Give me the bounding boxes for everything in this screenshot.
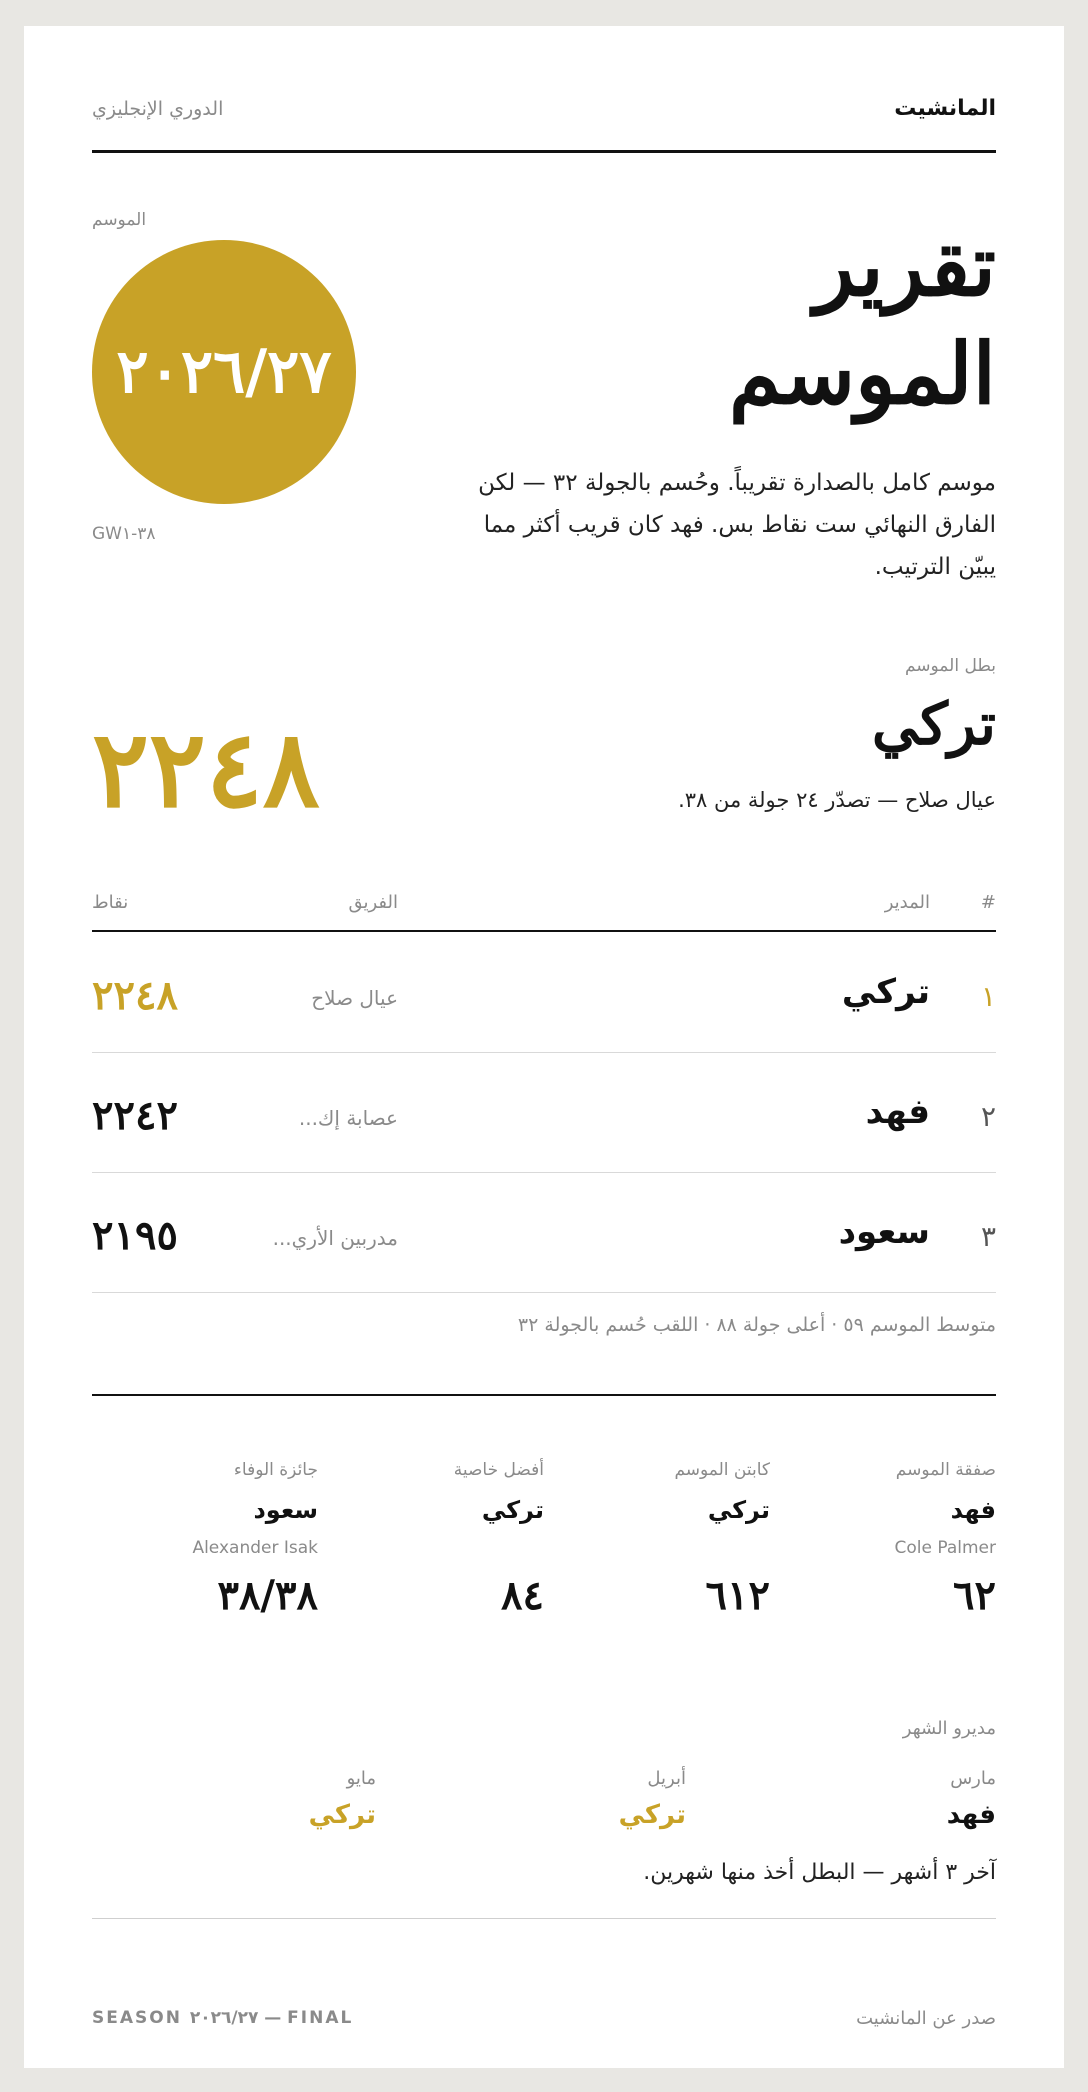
- award-label: صفقة الموسم: [895, 1460, 996, 1480]
- row-divider: [92, 1052, 996, 1053]
- award-value: ٨٤: [501, 1572, 544, 1619]
- award-winner: تركي: [707, 1496, 770, 1524]
- award-value: ٦١٢: [705, 1572, 770, 1619]
- champion-subtitle: عيال صلاح — تصدّر ٢٤ جولة من ٣٨.: [678, 788, 996, 812]
- champion-points: ٢٢٤٨: [92, 706, 320, 831]
- report-page: [24, 26, 1064, 2068]
- row-manager: تركي: [841, 972, 930, 1012]
- footer-season: SEASON ٢٠٢٦/٢٧ — FINAL: [92, 2008, 354, 2028]
- season-label: الموسم: [92, 210, 147, 230]
- award-player: Alexander Isak: [192, 1538, 318, 1558]
- month-winner: فهد: [946, 1800, 996, 1830]
- award-value: ٦٢: [953, 1572, 996, 1619]
- footer-publisher: صدر عن المانشيت: [856, 2008, 996, 2029]
- award-winner: فهد: [950, 1496, 996, 1524]
- row-rank: ٣: [980, 1220, 996, 1253]
- league-name: الدوري الإنجليزي: [92, 98, 224, 120]
- row-team: عيال صلاح: [311, 986, 398, 1010]
- months-title: مديرو الشهر: [902, 1718, 996, 1739]
- month-label: أبريل: [647, 1768, 686, 1789]
- row-points: ٢٢٤٢: [92, 1092, 178, 1139]
- month-label: مارس: [950, 1768, 996, 1789]
- season-stats: متوسط الموسم ٥٩ · أعلى جولة ٨٨ · اللقب حُسم بالجولة ٣٢: [517, 1314, 996, 1336]
- header-rule: [92, 150, 996, 153]
- intro-text: موسم كامل بالصدارة تقريباً. وحُسم بالجولة ٣٢ — لكن الفارق النهائي ست نقاط بس. فهد كان قريب أكثر مما يبيّن الترتيب.: [478, 470, 996, 580]
- award-value: ٣٨/٣٨: [217, 1572, 318, 1619]
- col-header-manager: المدير: [884, 892, 930, 913]
- award-winner: تركي: [481, 1496, 544, 1524]
- footer-rule: [92, 1918, 996, 1919]
- month-winner: تركي: [308, 1800, 376, 1830]
- month-winner: تركي: [618, 1800, 686, 1830]
- col-header-points: نقاط: [92, 892, 129, 913]
- row-team: عصابة إك...: [298, 1106, 398, 1130]
- season-badge: [92, 240, 356, 504]
- month-label: مايو: [346, 1768, 376, 1789]
- brand-name: المانشيت: [894, 96, 996, 121]
- months-note: آخر ٣ أشهر — البطل أخذ منها شهرين.: [643, 1860, 996, 1885]
- season-value: ٢٠٢٦/٢٧: [116, 337, 332, 407]
- award-label: جائزة الوفاء: [233, 1460, 318, 1480]
- title-line-1: تقرير: [814, 216, 996, 315]
- col-header-team: الفريق: [348, 892, 398, 913]
- section-rule: [92, 1394, 996, 1396]
- row-rank: ١: [980, 980, 996, 1013]
- champion-label: بطل الموسم: [904, 656, 996, 676]
- row-team: مدربين الأري...: [272, 1226, 398, 1250]
- champion-name: تركي: [871, 690, 996, 758]
- row-points: ٢١٩٥: [92, 1212, 178, 1259]
- row-divider: [92, 1172, 996, 1173]
- row-manager: فهد: [865, 1092, 930, 1132]
- row-manager: سعود: [838, 1212, 930, 1252]
- col-header-rank: #: [980, 892, 996, 913]
- page-title: [576, 212, 996, 428]
- title-line-2: الموسم: [728, 324, 996, 423]
- award-player: Cole Palmer: [894, 1538, 996, 1558]
- row-points: ٢٢٤٨: [92, 972, 178, 1019]
- row-rank: ٢: [980, 1100, 996, 1133]
- award-label: كابتن الموسم: [674, 1460, 770, 1480]
- report-code: GW٣٨-١: [92, 524, 156, 544]
- row-divider: [92, 1292, 996, 1293]
- table-header-rule: [92, 930, 996, 932]
- award-winner: سعود: [253, 1496, 318, 1524]
- award-label: أفضل خاصية: [453, 1460, 544, 1480]
